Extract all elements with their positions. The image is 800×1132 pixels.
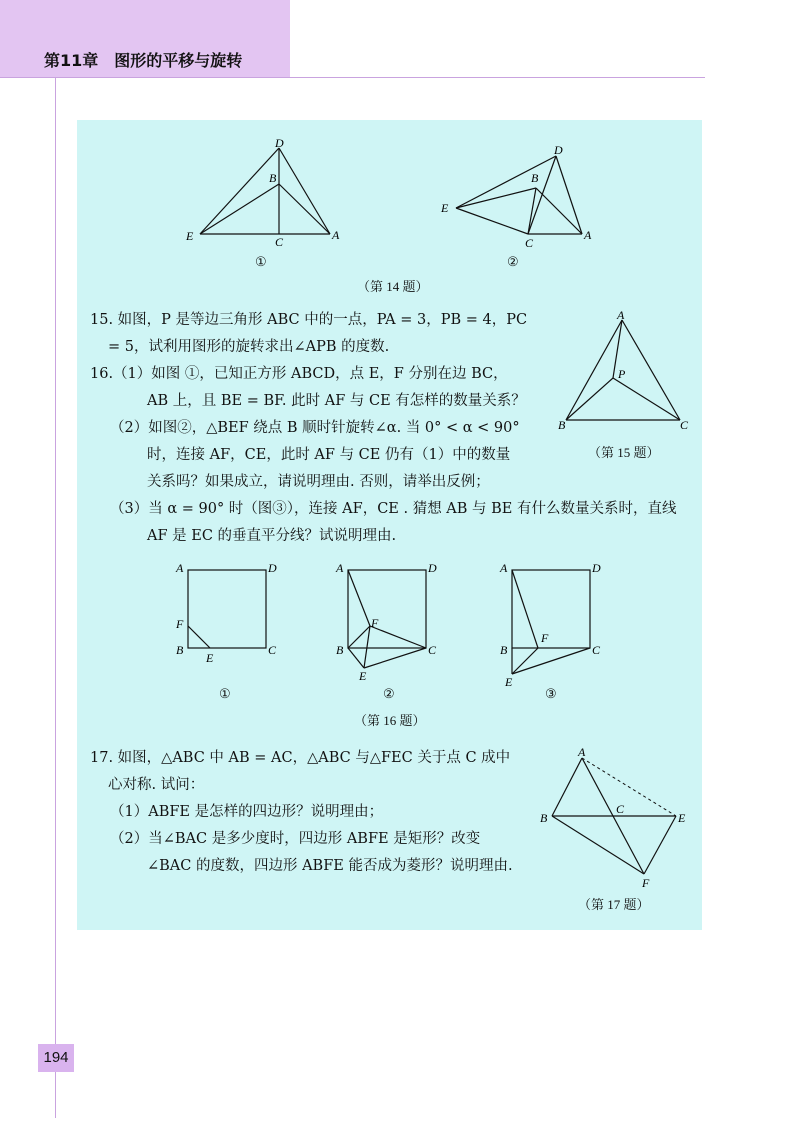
svg-text:D: D: [554, 143, 563, 157]
problem-15-line-1: 15. 如图，P 是等边三角形 ABC 中的一点，PA = 3，PB = 4，PC: [90, 312, 528, 328]
svg-text:F: F: [176, 617, 184, 631]
svg-text:B: B: [500, 643, 508, 657]
svg-text:C: C: [680, 418, 689, 432]
svg-text:C: C: [275, 235, 284, 249]
page-number: 194: [43, 1049, 69, 1066]
svg-text:C: C: [616, 802, 625, 816]
svg-text:F: F: [371, 616, 379, 630]
figure-14-caption: （第 14 题）: [357, 279, 429, 294]
svg-text:E: E: [186, 229, 194, 243]
svg-text:E: E: [678, 811, 686, 825]
figure-16-3-label: ③: [545, 686, 557, 701]
problem-17-line-1: 17. 如图，△ABC 中 AB = AC，△ABC 与△FEC 关于点 C 成中: [90, 750, 511, 766]
header-divider: [0, 77, 705, 78]
margin-line: [55, 78, 56, 1118]
svg-text:D: D: [428, 561, 437, 575]
figure-16-1: [170, 556, 290, 671]
svg-text:C: C: [592, 643, 601, 657]
figure-17: [536, 744, 696, 894]
problem-16-line-2: AB 上，且 BE = BF. 此时 AF 与 CE 有怎样的数量关系？: [147, 393, 526, 409]
svg-text:A: A: [336, 561, 344, 575]
svg-text:D: D: [268, 561, 277, 575]
svg-text:C: C: [525, 236, 534, 250]
figure-14-2: [436, 140, 606, 260]
svg-text:A: A: [332, 228, 340, 242]
problem-16-line-5: 关系吗？如果成立，请说明理由. 否则，请举出反例；: [147, 474, 490, 490]
problem-17-line-3: （1）ABFE 是怎样的四边形？说明理由；: [110, 804, 384, 820]
svg-text:A: A: [617, 310, 625, 322]
figure-16-caption: （第 16 题）: [354, 713, 426, 728]
problem-17-line-4: （2）当∠BAC 是多少度时，四边形 ABFE 是矩形？改变: [110, 831, 481, 847]
svg-text:B: B: [540, 811, 548, 825]
figure-14-1-label: ①: [255, 254, 267, 269]
problem-16-line-7: AF 是 EC 的垂直平分线？试说明理由.: [147, 528, 397, 544]
svg-text:B: B: [269, 171, 277, 185]
svg-text:A: A: [500, 561, 508, 575]
problem-16-line-4: 时，连接 AF，CE，此时 AF 与 CE 仍有（1）中的数量: [147, 447, 511, 463]
figure-14-2-label: ②: [507, 254, 519, 269]
problem-16-line-3: （2）如图②，△BEF 绕点 B 顺时针旋转∠α. 当 0° < α < 90°: [110, 420, 520, 436]
svg-text:B: B: [336, 643, 344, 657]
problem-15-line-2: = 5，试利用图形的旋转求出∠APB 的度数.: [108, 339, 390, 355]
problem-16-line-6: （3）当 α = 90° 时（图③），连接 AF，CE . 猜想 AB 与 BE 有什么数量关系时，直线: [110, 501, 677, 517]
figure-15-caption: （第 15 题）: [588, 445, 660, 460]
problem-17-line-2: 心对称. 试问：: [108, 777, 205, 793]
svg-text:F: F: [541, 631, 549, 645]
svg-text:E: E: [206, 651, 214, 665]
svg-text:A: A: [584, 228, 592, 242]
svg-text:C: C: [268, 643, 277, 657]
svg-text:B: B: [531, 171, 539, 185]
svg-text:E: E: [441, 201, 449, 215]
figure-17-caption: （第 17 题）: [578, 897, 650, 912]
svg-text:D: D: [275, 136, 284, 150]
svg-text:E: E: [359, 669, 367, 683]
svg-text:C: C: [428, 643, 437, 657]
figure-16-2-label: ②: [383, 686, 395, 701]
svg-text:E: E: [505, 675, 513, 689]
svg-text:A: A: [176, 561, 184, 575]
problem-16-line-1: 16.（1）如图 ①，已知正方形 ABCD，点 E，F 分别在边 BC，: [90, 366, 508, 382]
figure-16-1-label: ①: [219, 686, 231, 701]
svg-text:D: D: [592, 561, 601, 575]
figure-16-2: [330, 556, 450, 686]
svg-text:B: B: [176, 643, 184, 657]
problem-17-line-5: ∠BAC 的度数，四边形 ABFE 能否成为菱形？说明理由.: [147, 858, 513, 874]
page-number-box: [38, 1044, 74, 1072]
svg-text:P: P: [618, 367, 626, 381]
figure-16-3: [494, 556, 614, 691]
figure-15: [556, 310, 696, 435]
svg-text:A: A: [578, 745, 586, 759]
chapter-title: 第11章 图形的平移与旋转: [44, 51, 243, 70]
svg-text:B: B: [558, 418, 566, 432]
svg-text:F: F: [642, 876, 650, 890]
